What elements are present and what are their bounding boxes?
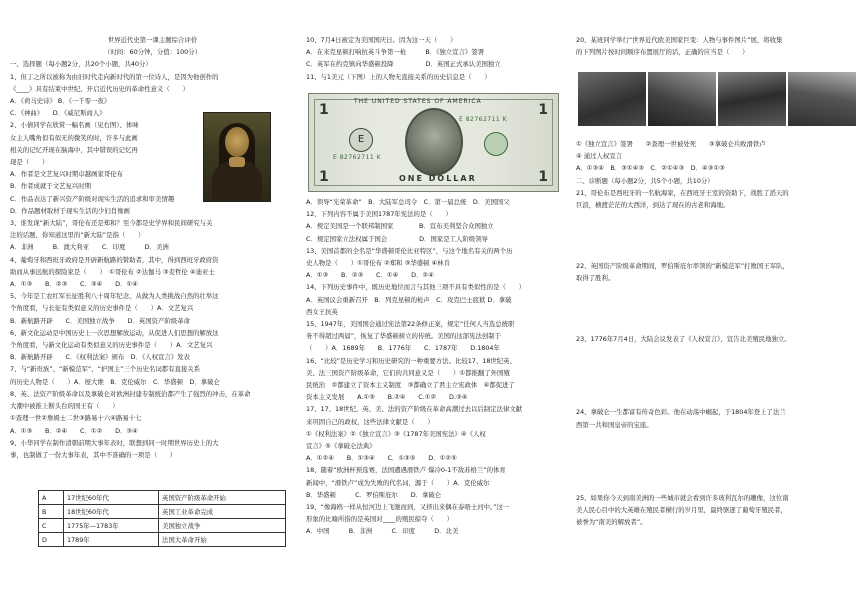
question-line: 20、某班同学举行“世界近代欧美国家巨变：人物与事件图片”展，将收集 — [576, 36, 783, 44]
one-dollar-bill-image — [308, 93, 559, 192]
question-line — [576, 382, 852, 394]
column-middle — [306, 34, 568, 83]
question-line: 11、与1美元（下图）上的人物无直接关系的历史信息是（ ） — [306, 72, 491, 81]
question-list-right-bottom — [576, 138, 852, 529]
question-line: 18、随着“欧洲杯预选赛，法国遭遇滑铁卢 爆冷0-1不敌苏格兰”的体育 — [306, 466, 506, 475]
question-line: A．领导“光荣革命” B．大陆军总司令 C．第一届总统 D．美国国父 — [306, 198, 510, 206]
question-line: C．规定国家立法权属于国会 D．国家是工人阶级领导 — [306, 234, 488, 243]
question-line: A．中国 B．非洲 C．印度 D．北美 — [306, 527, 459, 536]
question-line — [576, 443, 852, 455]
question-line: 17、17、18世纪，英、美、法的资产阶级在革命高潮过去以后制定法律文献 — [306, 405, 523, 414]
table-row — [39, 491, 286, 505]
mona-lisa-painting — [203, 112, 271, 202]
question-line — [576, 455, 852, 467]
question-list-middle-top — [306, 34, 568, 83]
question-line: 13、美国首都的全名是“华盛顿哥伦比亚特区”，与这个地名有关的两个历 — [306, 246, 513, 255]
question-line: A．在来克星顿打响抗英斗争第一枪 B．《独立宣言》签署 — [306, 48, 485, 57]
question-line: 6、新文化运动是中国历史上一次思想解放运动，从促进人们思想的解放这 — [10, 328, 219, 337]
question-line: 4、葡萄牙和西班牙政府是开辟新航路的赞助者，其中，得到西班牙政府资 — [10, 255, 219, 264]
table-cell-key: C — [39, 519, 64, 533]
question-line: 史人物是（ ）①哥伦布 ②郑和 ③华盛顿 ④林肯 — [306, 259, 451, 268]
column-middle-bottom — [306, 196, 568, 538]
question-line: 民统治 ②都建立了资本主义制度 ③都确立了君主立宪政体 ④都促进了 — [306, 381, 515, 390]
question-line — [576, 223, 852, 235]
question-line: ①《权利法案》②《独立宣言》③《1787年美国宪法》④《人权 — [306, 429, 486, 438]
question-line: 8、英、法资产阶级革命以及拿破仑对欧洲封建专制统治都产生了强烈的冲击，在革命 — [10, 389, 251, 398]
question-line: 5、今年是工农红军长征胜利八十周年纪念，从做为人类挑战自然的壮举这 — [10, 292, 219, 301]
question-line: A．规定美国是一个联邦制国家 B．宣布美利坚合众国独立 — [306, 222, 494, 231]
question-line: 注的话题，你知道这里的“新大陆”是指（ ） — [10, 231, 145, 240]
question-line — [576, 211, 852, 223]
question-line: ①查理一世②詹姆士二世③路易十六④路易十七 — [10, 414, 142, 423]
question-line: 美、法三国资产阶级革命，它们的共同意义是（ ）①都推翻了外国殖 — [306, 368, 510, 377]
question-line — [576, 321, 852, 333]
question-line: B．华盛顿 C．罗伯斯庇尔 D．拿破仑 — [306, 490, 442, 499]
question-line: 的历史人物是（ ）A．屋大维 B．克伦威尔 C．华盛顿 D．拿破仑 — [10, 377, 220, 386]
paper-subtitle: （时间：60分钟，分值：100分） — [103, 48, 202, 57]
question-line: 2、小倩同学在欣赏一幅名画（见右图）、体味 — [10, 121, 139, 130]
question-line: 19、“像海鸥一样从恒河边上飞驰而到，又挤出来偶在泰晤士河中。”这一 — [306, 503, 510, 512]
question-line: 14、下列历史事件中，既历史地位而言与其他三项不具有类似性的是（ ） — [306, 283, 526, 292]
table-cell-key: B — [39, 505, 64, 519]
question-line: B．作者成就于文艺复兴时期 — [10, 182, 92, 191]
question-line: 25、如果你今天到南美洲的一些城市就会看到许多玻利瓦尔的雕像，这位南 — [576, 493, 789, 502]
question-line — [576, 394, 852, 406]
question-line: 个角度看，与长征有类似意义的历史事件是（ ）A．文艺复兴 — [10, 304, 194, 313]
question-line: D．作品题材取材于现实生活的少妇肖像画 — [10, 206, 130, 215]
question-list-right-top — [576, 34, 852, 58]
table-cell-date: 1775年—1783年 — [64, 519, 159, 533]
bill-serial-number: E 82762711 K — [459, 116, 508, 123]
question-line: 取得了胜利。 — [576, 274, 615, 283]
treasury-seal-icon — [484, 132, 508, 156]
history-photo-1 — [578, 72, 646, 126]
question-line — [576, 345, 852, 357]
question-line — [576, 431, 852, 443]
bill-corner-number: 1 — [538, 169, 548, 185]
question-line: B．新航路开辟 C．《权利法案》颁布 D．《人权宣言》发表 — [10, 353, 190, 362]
question-line — [576, 297, 852, 309]
question-line: 大潮中被推上断头台的国王有（ ） — [10, 402, 119, 411]
question-line — [576, 309, 852, 321]
question-line: 务不得超过两届”，恢复了华盛顿树立的传统。美国的这部宪法创制于 — [306, 332, 502, 341]
question-line: 西第一共和国皇帝的宝座。 — [576, 420, 653, 429]
question-line: 22、英国资产阶级革命期间，罗伯斯庇尔率领的“新模范军”打败国王军队， — [576, 262, 789, 271]
question-line: 相关的记忆开现在脑海中，其中错误的记忆再 — [10, 145, 138, 154]
question-line — [576, 236, 852, 248]
table-cell-event: 美国独立战争 — [159, 519, 286, 533]
question-line: 宣言》⑤《拿破仑法典》 — [306, 442, 376, 451]
question-line: 形象的比喻所指的是英国对____的殖民掠夺（ ） — [306, 515, 453, 524]
history-photo-4 — [788, 72, 856, 126]
question-list-middle-bottom — [306, 196, 568, 538]
question-line: 1、但丁之所以被称为由旧时代走向新时代的第一位诗人，是因为他创作的 — [10, 72, 219, 81]
table-cell-event: 法国大革命开始 — [159, 533, 286, 547]
column-right — [576, 34, 852, 58]
question-line: 9、小华同学在制作清朝前期大事年表时，联想到同一时期世界历史上的大 — [10, 438, 219, 447]
bill-corner-number: 1 — [319, 102, 329, 118]
question-line: A．英国议会重新召开 B．列克星顿的枪声 C．攻克巴士底狱 D．拿破 — [306, 295, 512, 304]
bill-corner-number: 1 — [538, 102, 548, 118]
question-line: C．英军在约克镇向华盛顿投降 D．英国正式承认美国独立 — [306, 60, 501, 69]
bill-denomination: ONE DOLLAR — [399, 174, 477, 183]
question-line: C．作品表达了新兴资产阶级对现实生活的追求和审美情趣 — [10, 194, 175, 203]
column-right-bottom — [576, 138, 852, 529]
question-line: 的下列图片按时间顺序布置展厅的话，正确的应当是（ ） — [576, 48, 749, 57]
timeline-table — [38, 490, 286, 547]
question-line: A．作者是文艺复兴时期卓越画家哥伦布 — [10, 170, 124, 179]
table-row — [39, 505, 286, 519]
question-line: 资本主义发展 A.①③ B.②④ C.①② D.③④ — [306, 393, 468, 402]
question-line: A．①③④ B．③①④③ C．②①④③ D．④③①③ — [576, 164, 725, 173]
question-line: 个角度看，与新文化运动有类似意义的历史事件是（ ）A．文艺复兴 — [10, 341, 213, 350]
table-cell-date: 18世纪60年代 — [64, 505, 159, 519]
question-line: 现是（ ） — [10, 158, 49, 167]
question-line — [576, 370, 852, 382]
question-line: 10、7月4日被定为美国国庆日。因为这一天（ ） — [306, 36, 457, 44]
question-line: 16、“比较”是历史学习和历史研究的一种重要方法。比较17、18世纪英、 — [306, 356, 516, 365]
table-cell-key: D — [39, 533, 64, 547]
question-line: 女主人嘴角似有似无的微笑的时，许多与此画 — [10, 133, 138, 142]
question-line: ④ 通过人权宣言 — [576, 152, 623, 161]
question-line: （ ）A．1689年 B．1776年 C．1787年 D.1804年 — [306, 344, 500, 353]
question-line: 15、1947年，美国国会通过宪法第22条修正案，规定“任何人当选总统职 — [306, 320, 515, 329]
question-line — [576, 467, 852, 479]
question-line: A．《荷马史诗》 B．《一千零一夜》 — [10, 97, 111, 106]
question-line: 一、选择题（每小题2分，共20个小题，共40分） — [10, 60, 152, 69]
history-photo-3 — [718, 72, 786, 126]
table-cell-event: 英国工业革命完成 — [159, 505, 286, 519]
column-left — [10, 34, 295, 461]
question-line — [576, 480, 852, 492]
bill-serial-number: E 82762711 K — [333, 154, 382, 161]
question-line: A．①②④ B．①③④ C．①③⑤ D．①②⑤ — [306, 454, 457, 463]
federal-reserve-seal-icon: E — [349, 128, 373, 152]
question-line: A．①③ B．②③ C．③④ D．①④ — [10, 280, 138, 289]
question-line: 事，也制做了一份大事年表，其中不准确的一项是（ ） — [10, 450, 177, 459]
question-line: 23、1776年7月4日，大陆会议发表了《人权宣言》，宣告北美殖民地独立。 — [576, 335, 791, 344]
washington-portrait — [405, 108, 463, 176]
question-line — [576, 248, 852, 260]
question-line: 24、拿破仑一生都富有传奇色彩。他在动荡中崛起，于1804年登上了法兰 — [576, 408, 786, 417]
question-line: 7、与“新贵族”、“新模范军”、“护国主”三个历史名词都有直接关系 — [10, 365, 201, 374]
question-line: C．《神曲》 D．《威尼斯商人》 — [10, 109, 106, 118]
question-line: 21、哥伦布是西班牙的一名航海家，在西班牙王室的资助下，战胜了滔天的 — [576, 188, 789, 197]
question-line: 来巩固自己的政权，这些法律文献是（ ） — [306, 417, 434, 426]
question-line — [576, 284, 852, 296]
history-photos — [578, 72, 856, 126]
table-cell-key: A — [39, 491, 64, 505]
table-cell-date: 17世纪60年代 — [64, 491, 159, 505]
question-line: 巨浪，横渡茫茫的大西洋，到达了现在的古老和海地。 — [576, 201, 730, 210]
question-line: 《____》具有结束中世纪、开启近代历史的革命性意义（ ） — [10, 84, 189, 93]
paper-title: 世界近代史第一课主题综合评价 — [107, 36, 198, 44]
question-line: A．①③ B．②③ C．①④ D．②④ — [306, 271, 434, 280]
question-line: 12、下列内容不属于美国1787年宪法的是（ ） — [306, 210, 452, 219]
question-line: 新闻中，“滑铁卢”成为失败的代名词，源于（ ）A．克伦威尔 — [306, 478, 490, 487]
table-cell-event: 英国资产阶级革命开始 — [159, 491, 286, 505]
history-photo-2 — [648, 72, 716, 126]
question-line: 3、谁发现“新大陆”，哥伦布还是郑和？至今都是史学界和民间研究与关 — [10, 219, 213, 228]
question-line: A．①③ B．②④ C．①② D．③④ — [10, 426, 138, 435]
question-line: 被誉为“南美的解放者”。 — [576, 518, 647, 527]
question-line: ①《独立宣言》签署 ②查理一世被处死 ③拿破仑兵败滑铁卢 — [576, 140, 766, 148]
table-row — [39, 533, 286, 547]
question-line: 西女王抗英 — [306, 307, 338, 316]
question-line: B．新航路开辟 C．美国独立战争 D．英国资产阶级革命 — [10, 316, 190, 325]
question-line: A．非洲 B．澳大利亚 C．印度 D．美洲 — [10, 243, 169, 252]
question-line: 助而从事远航的探险家是（ ） ①哥伦布 ②达伽马 ③麦哲伦 ④迪亚士 — [10, 267, 215, 276]
question-line: 美人民心目中的大英雄在殖民者横行的岁月里，最终驱逐了葡萄牙殖民者， — [576, 506, 787, 515]
bill-corner-number: 1 — [319, 169, 329, 185]
question-line: 二、诊断题（每小题2分，共5个小题，共10分） — [576, 176, 714, 185]
table-cell-date: 1789年 — [64, 533, 159, 547]
question-line — [576, 358, 852, 370]
table-row — [39, 519, 286, 533]
bill-header: THE UNITED STATES OF AMERICA — [354, 98, 482, 105]
